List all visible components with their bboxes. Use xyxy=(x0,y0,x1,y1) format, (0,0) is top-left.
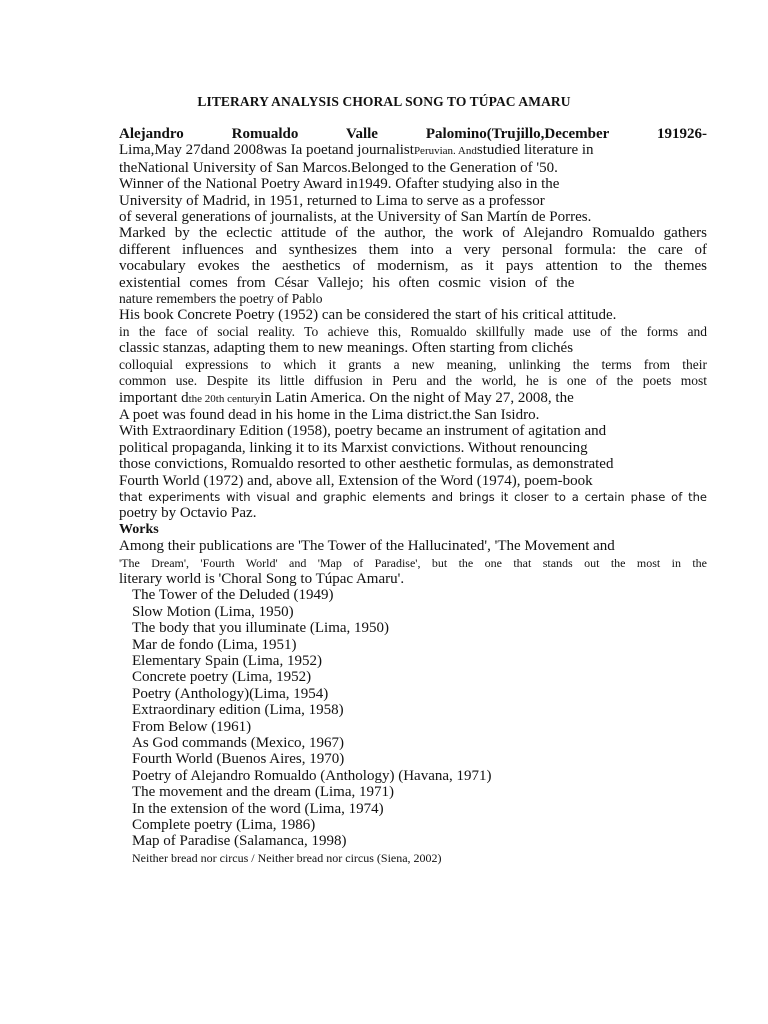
bio-line: those convictions, Romualdo resorted to other aesthetic formulas, as demonstrated xyxy=(119,456,614,473)
bio-text: important d xyxy=(119,389,189,406)
bio-line: theNational University of San Marcos.Belonged to the Generation of '50. xyxy=(119,159,558,176)
bio-line: Marked by the eclectic attitude of the author, the work of Alejandro Romualdo gathers xyxy=(119,225,707,242)
works-intro-line: literary world is 'Choral Song to Túpac Amaru'. xyxy=(119,570,405,587)
works-intro-line: 'The Dream', 'Fourth World' and 'Map of Paradise', but the one that stands out the most in the xyxy=(119,555,707,570)
works-list-item-label: Slow Motion (Lima, 1950) xyxy=(132,603,294,620)
works-list-item-label: From Below (1961) xyxy=(132,718,252,735)
works-list-item-label: Poetry of Alejandro Romualdo (Anthology) (Havana, 1971) xyxy=(132,767,492,784)
works-list-item xyxy=(119,850,707,866)
works-list-item xyxy=(119,686,707,702)
bio-line: classic stanzas, adapting them to new meanings. Often starting from clichés xyxy=(119,340,574,357)
works-list-item xyxy=(119,833,707,849)
bio-line: His book Concrete Poetry (1952) can be considered the start of his critical attitude. xyxy=(119,307,617,324)
works-list-item xyxy=(119,637,707,653)
works-list-item xyxy=(119,735,707,751)
works-list-item-label: Map of Paradise (Salamanca, 1998) xyxy=(132,833,347,850)
works-list-item-label: Mar de fondo (Lima, 1951) xyxy=(132,636,297,653)
works-list-item-label: The Tower of the Deluded (1949) xyxy=(132,587,334,604)
works-list-item xyxy=(119,768,707,784)
works-list-item xyxy=(119,604,707,620)
bio-line: nature remembers the poetry of Pablo xyxy=(119,291,323,307)
bio-line-17 xyxy=(119,390,707,407)
works-list-item xyxy=(119,719,707,735)
bio-line: Winner of the National Poetry Award in1949. Ofafter studying also in the xyxy=(119,176,560,193)
works-intro-line: Among their publications are 'The Tower of the Hallucinated', 'The Movement and xyxy=(119,538,615,555)
document-body xyxy=(119,126,707,866)
bio-line: University of Madrid, in 1951, returned to Lima to serve as a professor xyxy=(119,192,545,209)
works-list-item-label: The movement and the dream (Lima, 1971) xyxy=(132,784,394,801)
bio-line: poetry by Octavio Paz. xyxy=(119,505,257,522)
works-list-item-label: Elementary Spain (Lima, 1952) xyxy=(132,653,322,669)
bio-text-small: Peruvian. And xyxy=(413,145,477,158)
works-list-item xyxy=(119,784,707,800)
bio-line: existential comes from César Vallejo; his often cosmic vision of the xyxy=(119,274,575,291)
bio-text: in Latin America. On the night of May 27, 2008, the xyxy=(260,389,574,406)
bio-line: Fourth World (1972) and, above all, Extension of the Word (1974), poem-book xyxy=(119,472,593,489)
bio-line: A poet was found dead in his home in the Lima district.the San Isidro. xyxy=(119,406,540,423)
works-heading: Works xyxy=(119,521,159,537)
works-list-item xyxy=(119,669,707,685)
works-list-item-label: As God commands (Mexico, 1967) xyxy=(132,735,345,752)
bio-line: With Extraordinary Edition (1958), poetry became an instrument of agitation and xyxy=(119,423,607,440)
author-name: Alejandro Romualdo Valle Palomino xyxy=(119,126,487,142)
bio-line: of several generations of journalists, at the University of San Martín de Porres. xyxy=(119,209,592,226)
works-list-item-label: The body that you illuminate (Lima, 1950) xyxy=(132,620,390,637)
bio-line: political propaganda, linking it to its Marxist convictions. Without renouncing xyxy=(119,439,588,456)
works-list-item-label: Neither bread nor circus / Neither bread nor circus (Siena, 2002) xyxy=(132,850,442,865)
works-list-item-label: Extraordinary edition (Lima, 1958) xyxy=(132,702,344,719)
works-list-item xyxy=(119,653,707,669)
works-list-item xyxy=(119,801,707,817)
bio-line-2 xyxy=(119,142,707,159)
bio-line: in the face of social reality. To achieve this, Romualdo skillfully made use of the forms and xyxy=(119,323,707,339)
works-list-item xyxy=(119,702,707,718)
bio-line-1 xyxy=(119,126,707,142)
document-title: LITERARY ANALYSIS CHORAL SONG TO TÚPAC AMARU xyxy=(197,94,571,109)
works-list-item-label: In the extension of the word (Lima, 1974) xyxy=(132,800,384,817)
bio-line: vocabulary evokes the aesthetics of modernism, as it pays attention to the themes xyxy=(119,258,707,275)
bio-text: Lima,May 27dand 2008was Ia poetand journalist xyxy=(119,142,414,159)
works-list-item-label: Complete poetry (Lima, 1986) xyxy=(132,817,316,834)
works-list-item xyxy=(119,620,707,636)
works-list-item-label: Poetry (Anthology)(Lima, 1954) xyxy=(132,685,329,702)
bio-text: studied literature in xyxy=(476,142,594,159)
works-list-item-label: Concrete poetry (Lima, 1952) xyxy=(132,669,312,686)
works-list-item-label: Fourth World (Buenos Aires, 1970) xyxy=(132,751,345,768)
works-list xyxy=(119,587,707,866)
works-list-item xyxy=(119,817,707,833)
author-origin: (Trujillo,December 191926- xyxy=(486,126,707,142)
bio-text-small: the 20th century xyxy=(188,392,261,405)
bio-line: that experiments with visual and graphic elements and brings it closer to a certain phase of the xyxy=(119,489,707,504)
bio-line: different influences and synthesizes them into a very personal formula: the care of xyxy=(119,241,707,258)
works-list-item xyxy=(119,587,707,603)
works-list-item xyxy=(119,751,707,767)
bio-line: colloquial expressions to which it grants a new meaning, unlinking the terms from their xyxy=(119,356,707,372)
bio-line: common use. Despite its little diffusion in Peru and the world, he is one of the poets most xyxy=(119,373,707,389)
